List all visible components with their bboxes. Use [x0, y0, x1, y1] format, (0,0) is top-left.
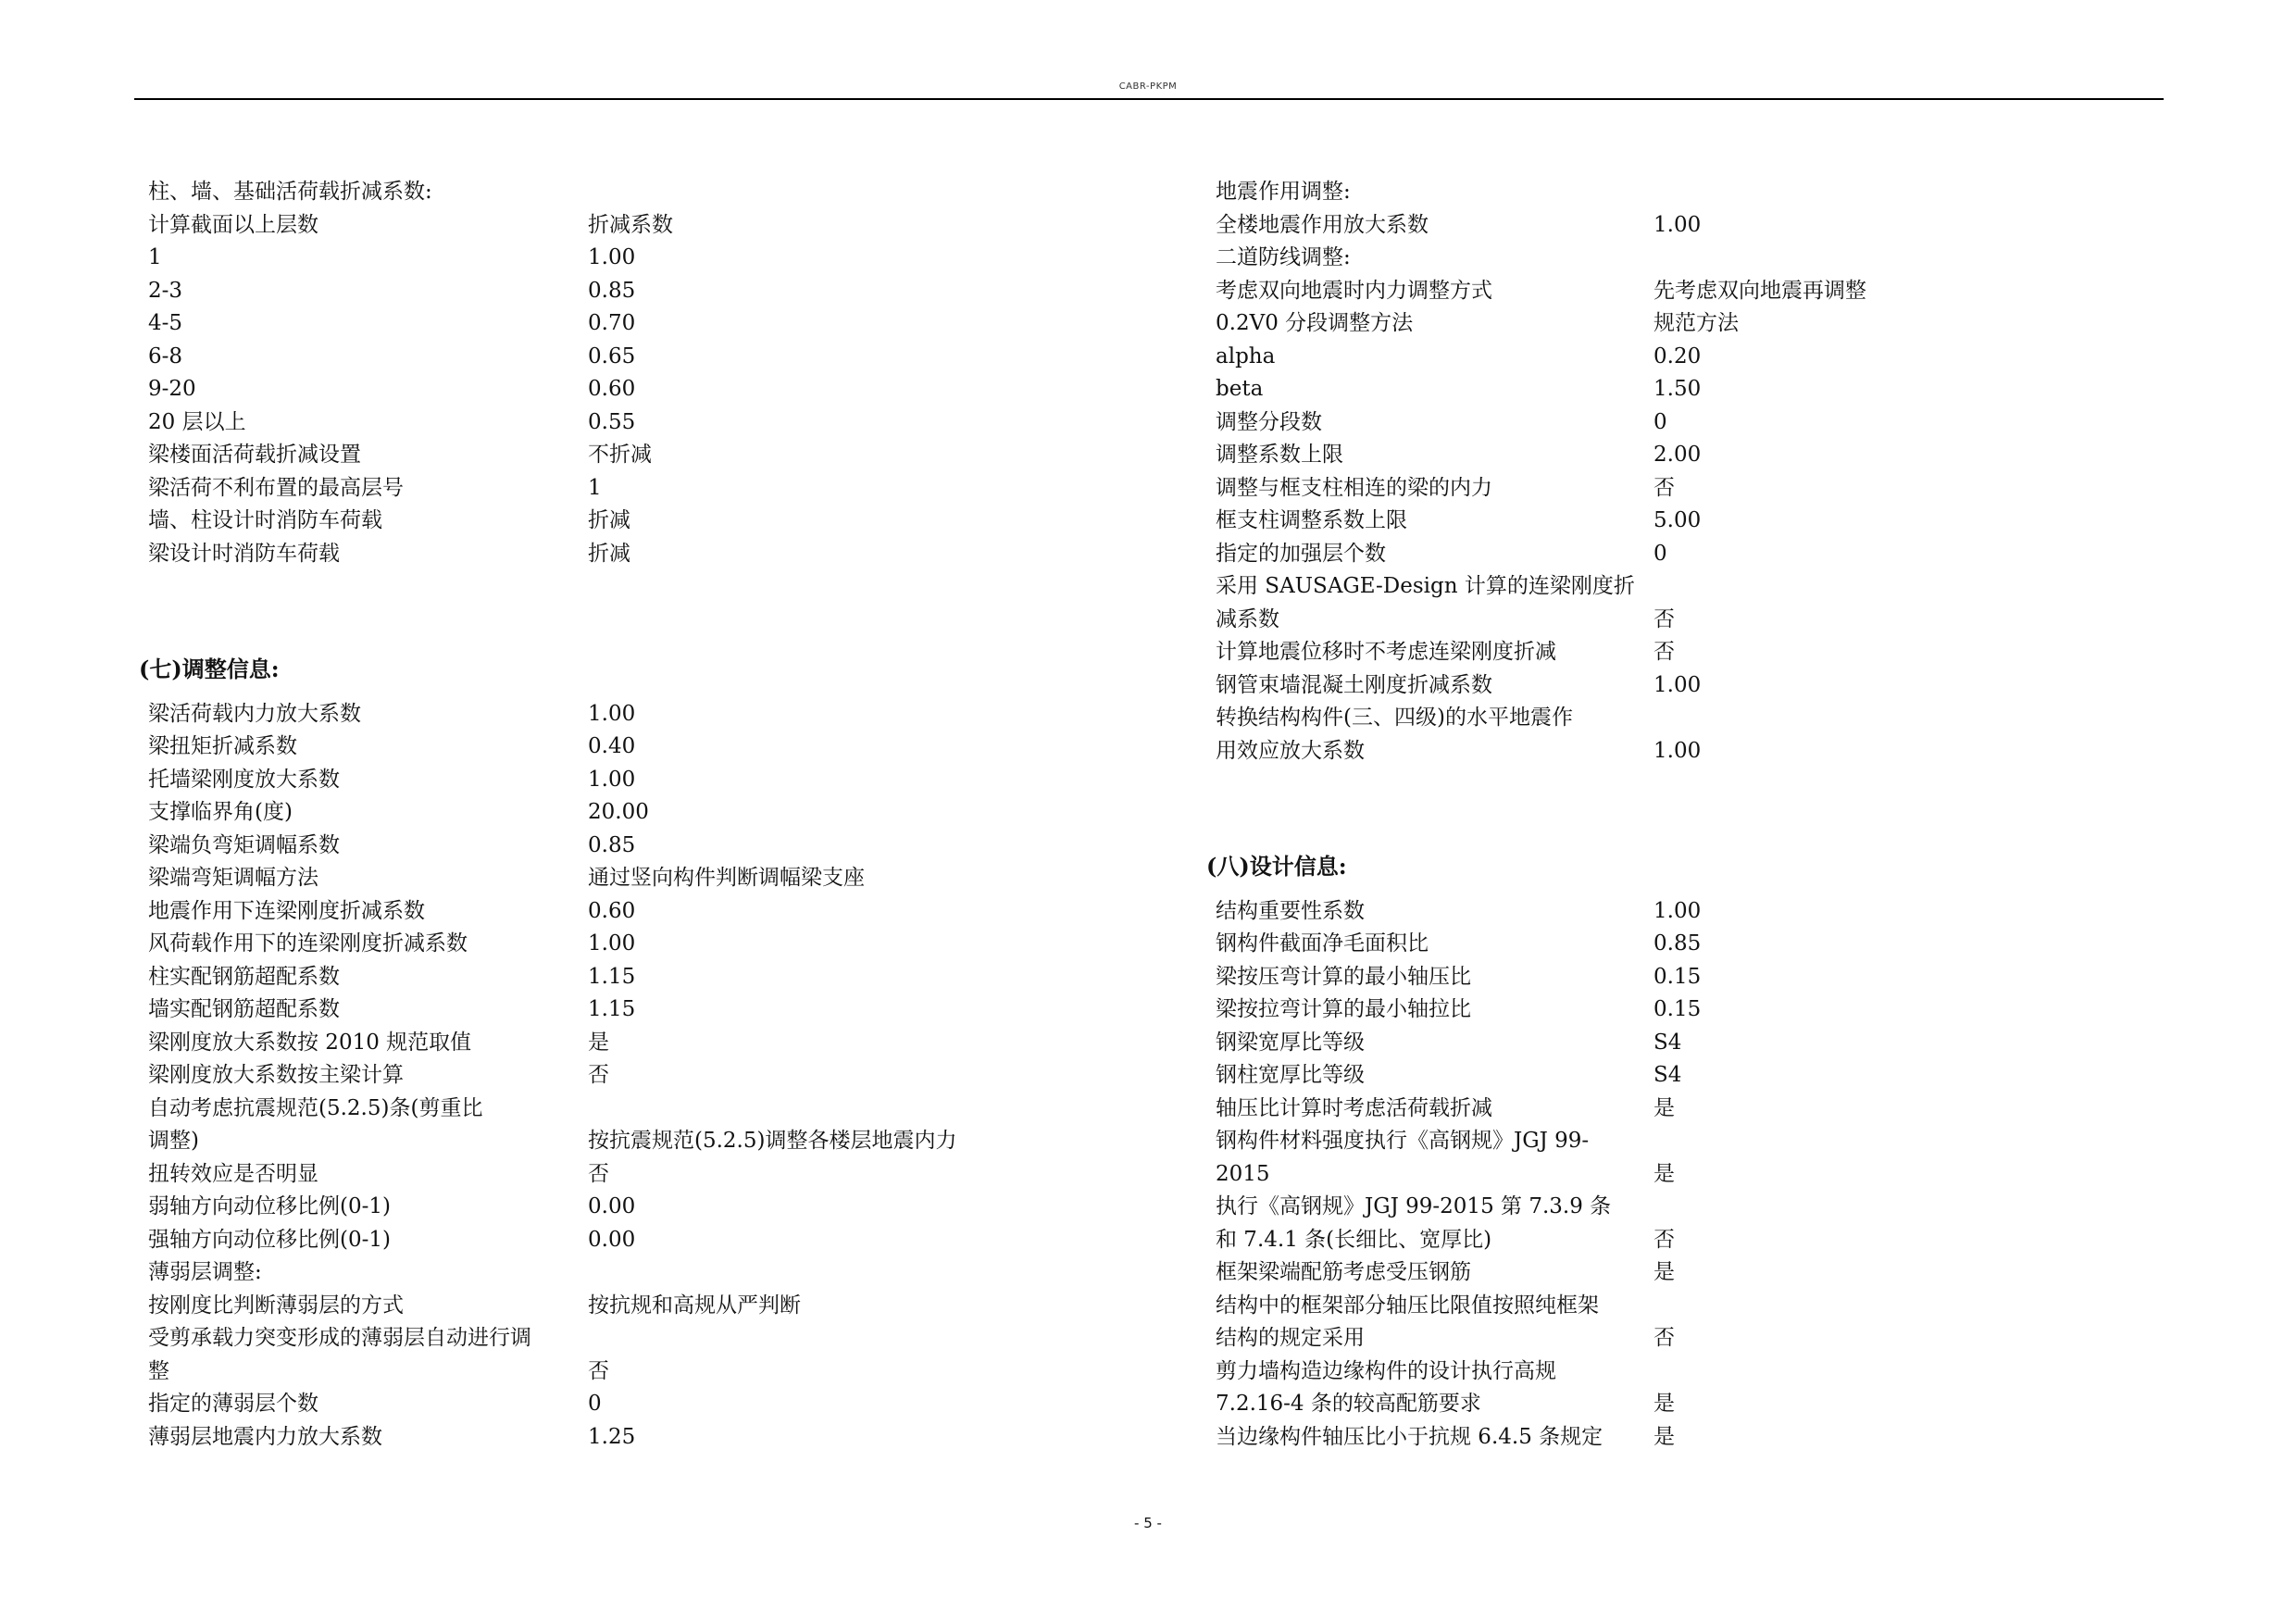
row-value: 1.15: [588, 964, 636, 989]
table-row: [1216, 439, 2141, 472]
row-value: 是: [588, 1030, 609, 1055]
row-value: 0.60: [588, 898, 636, 923]
row-label: 钢梁宽厚比等级: [1216, 1030, 1365, 1055]
table-row: [1216, 538, 2141, 571]
table-row: [148, 1421, 1074, 1455]
row-value: 先考虑双向地震再调整: [1653, 278, 1866, 303]
row-value: 1.00: [588, 767, 636, 792]
row-label: 当边缘构件轴压比小于抗规 6.4.5 条规定: [1216, 1424, 1603, 1449]
table-row: [1216, 1224, 2141, 1257]
live-load-table: [148, 209, 1074, 571]
row-value: 是: [1653, 1392, 1675, 1416]
row-value: 1.00: [1653, 738, 1702, 763]
table-row: [1216, 702, 2141, 735]
row-label: 地震作用调整:: [1216, 180, 1351, 204]
table-row: [1216, 1388, 2141, 1421]
table-row: [148, 862, 1074, 895]
table-row: [148, 1059, 1074, 1093]
row-value: 否: [588, 1358, 609, 1383]
table-row: [1216, 242, 2141, 275]
row-label: 受剪承载力突变形成的薄弱层自动进行调: [148, 1326, 531, 1350]
table-row: [1216, 1290, 2141, 1323]
table-row: [1216, 1355, 2141, 1389]
table-row: [1216, 993, 2141, 1027]
table-row: [1216, 1421, 2141, 1455]
row-label: 梁按拉弯计算的最小轴拉比: [1216, 997, 1471, 1021]
table-row: [148, 406, 1074, 440]
row-label: 风荷载作用下的连梁刚度折减系数: [148, 931, 468, 956]
header-divider: [134, 98, 2164, 100]
spacer: [1216, 801, 2141, 849]
table-row: [148, 209, 1074, 243]
table-row: [148, 1355, 1074, 1389]
row-label: 二道防线调整:: [1216, 245, 1351, 269]
row-value: S4: [1653, 1030, 1682, 1055]
spacer: [148, 570, 1074, 604]
row-label: 指定的加强层个数: [1216, 541, 1386, 566]
row-value: 0: [588, 1392, 602, 1416]
row-label: 薄弱层调整:: [148, 1260, 262, 1284]
table-row: [1216, 636, 2141, 669]
row-value: 规范方法: [1653, 311, 1739, 335]
table-row: [1216, 373, 2141, 406]
table-row: [148, 764, 1074, 797]
row-value: 0.15: [1653, 964, 1702, 989]
page-header: CABR-PKPM: [1118, 81, 1178, 92]
row-value: 是: [1653, 1095, 1675, 1120]
table-row: [1216, 1125, 2141, 1158]
table-row: [148, 538, 1074, 571]
row-value: 折减: [588, 508, 630, 532]
table-row: [1216, 1059, 2141, 1093]
table-row: [1216, 570, 2141, 604]
row-value: 1.50: [1653, 377, 1702, 401]
row-label: 7.2.16-4 条的较高配筋要求: [1216, 1392, 1481, 1416]
table-row: [1216, 341, 2141, 374]
table-row: [1216, 604, 2141, 637]
row-label: 整: [148, 1358, 169, 1383]
row-label: 结构重要性系数: [1216, 898, 1365, 923]
row-label: 1: [148, 245, 162, 269]
table-row: [1216, 1093, 2141, 1126]
row-value: 0.15: [1653, 997, 1702, 1021]
table-row: [148, 275, 1074, 308]
table-row: [1216, 1158, 2141, 1192]
row-label: 梁端负弯矩调幅系数: [148, 832, 340, 857]
table-row: [1216, 669, 2141, 703]
row-value: 0.85: [588, 832, 636, 857]
table-row: [148, 1093, 1074, 1126]
row-value: 0.00: [588, 1227, 636, 1252]
row-value: 20.00: [588, 800, 649, 824]
row-value: 0.70: [588, 311, 636, 335]
row-value: 1.15: [588, 997, 636, 1021]
seismic-adjust-table: [1216, 176, 2141, 768]
table-row: [148, 1322, 1074, 1355]
row-label: 剪力墙构造边缘构件的设计执行高规: [1216, 1358, 1556, 1383]
table-row: [148, 961, 1074, 994]
row-label: 梁扭矩折减系数: [148, 734, 297, 758]
table-row: [148, 993, 1074, 1027]
spacer: [1216, 768, 2141, 801]
row-label: 地震作用下连梁刚度折减系数: [148, 898, 425, 923]
row-label: 梁刚度放大系数按主梁计算: [148, 1063, 404, 1087]
table-row: [148, 1290, 1074, 1323]
row-value: 1.00: [588, 245, 636, 269]
row-label: 托墙梁刚度放大系数: [148, 767, 340, 792]
row-label: 2015: [1216, 1161, 1270, 1186]
row-label: 强轴方向动位移比例(0-1): [148, 1227, 391, 1252]
row-label: 钢构件截面净毛面积比: [1216, 931, 1429, 956]
right-column: [1206, 176, 2141, 1454]
row-label: 钢管束墙混凝土刚度折减系数: [1216, 672, 1492, 697]
row-value: 1.25: [588, 1424, 636, 1449]
row-value: 不折减: [588, 443, 652, 467]
row-value: 0: [1653, 409, 1667, 434]
row-label: 和 7.4.1 条(长细比、宽厚比): [1216, 1227, 1492, 1252]
table-row: [148, 1027, 1074, 1060]
row-label: 结构的规定采用: [1216, 1326, 1365, 1350]
row-label: 梁活荷不利布置的最高层号: [148, 475, 404, 500]
row-value: 是: [1653, 1260, 1675, 1284]
row-label: 支撑临界角(度): [148, 800, 293, 824]
row-label: 轴压比计算时考虑活荷载折减: [1216, 1095, 1492, 1120]
table-row: [148, 1224, 1074, 1257]
row-label: 调整): [148, 1129, 199, 1153]
section-7-heading: (七)调整信息:: [139, 655, 280, 682]
row-label: 9-20: [148, 377, 196, 401]
table-row: [148, 472, 1074, 506]
row-value: 0: [1653, 541, 1667, 566]
row-value: 1: [588, 475, 602, 500]
table-row: [148, 307, 1074, 341]
left-column: [139, 176, 1074, 1454]
row-label: 梁刚度放大系数按 2010 规范取值: [148, 1030, 472, 1055]
spacer: [148, 604, 1074, 652]
page-number: - 5 -: [1134, 1515, 1162, 1531]
table-row: [1216, 928, 2141, 961]
table-row: [1216, 895, 2141, 929]
table-row: [148, 1158, 1074, 1192]
row-label: 用效应放大系数: [1216, 738, 1365, 763]
row-label: 梁按压弯计算的最小轴压比: [1216, 964, 1471, 989]
row-label: 考虑双向地震时内力调整方式: [1216, 278, 1492, 303]
row-label: 钢构件材料强度执行《高钢规》JGJ 99-: [1216, 1129, 1590, 1153]
row-label: 墙、柱设计时消防车荷载: [148, 508, 382, 532]
table-row: [148, 341, 1074, 374]
row-label: 薄弱层地震内力放大系数: [148, 1424, 382, 1449]
table-row: [1216, 307, 2141, 341]
row-label: 采用 SAUSAGE-Design 计算的连梁刚度折: [1216, 574, 1635, 598]
row-label: 全楼地震作用放大系数: [1216, 212, 1429, 237]
row-value: 1.00: [588, 931, 636, 956]
row-value: 0.85: [588, 278, 636, 303]
table-row: [148, 1191, 1074, 1224]
row-value: 按抗震规范(5.2.5)调整各楼层地震内力: [588, 1129, 957, 1153]
section-7-table: [148, 698, 1074, 1455]
row-label: 梁端弯矩调幅方法: [148, 866, 318, 890]
table-row: [1216, 275, 2141, 308]
row-label: 4-5: [148, 311, 183, 335]
row-label: 计算地震位移时不考虑连梁刚度折减: [1216, 640, 1556, 664]
table-row: [1216, 176, 2141, 209]
row-value: 否: [588, 1063, 609, 1087]
row-label: 梁活荷载内力放大系数: [148, 701, 361, 726]
table-row: [1216, 735, 2141, 768]
row-label: 梁设计时消防车荷载: [148, 541, 340, 566]
table-row: [148, 895, 1074, 929]
row-label: 框架梁端配筋考虑受压钢筋: [1216, 1260, 1471, 1284]
row-label: 弱轴方向动位移比例(0-1): [148, 1194, 391, 1218]
row-value: 折减系数: [588, 212, 673, 237]
table-row: [148, 698, 1074, 731]
table-row: [148, 1388, 1074, 1421]
row-label: 调整分段数: [1216, 409, 1322, 434]
row-value: 0.55: [588, 409, 636, 434]
row-label: 框支柱调整系数上限: [1216, 508, 1407, 532]
row-label: 计算截面以上层数: [148, 212, 318, 237]
table-row: [1216, 1027, 2141, 1060]
row-value: 1.00: [1653, 672, 1702, 697]
table-row: [148, 439, 1074, 472]
table-row: [1216, 1191, 2141, 1224]
row-value: 通过竖向构件判断调幅梁支座: [588, 866, 865, 890]
row-label: 墙实配钢筋超配系数: [148, 997, 340, 1021]
table-row: [148, 373, 1074, 406]
row-label: beta: [1216, 377, 1264, 401]
section-8-table: [1216, 895, 2141, 1455]
row-label: 20 层以上: [148, 409, 246, 434]
row-value: 否: [1653, 1326, 1675, 1350]
row-value: 0.20: [1653, 344, 1702, 369]
table-row: [1216, 505, 2141, 538]
row-value: 0.00: [588, 1194, 636, 1218]
row-value: S4: [1653, 1063, 1682, 1087]
row-label: 扭转效应是否明显: [148, 1161, 318, 1186]
row-value: 1.00: [1653, 212, 1702, 237]
row-label: 2-3: [148, 278, 183, 303]
row-value: 否: [1653, 606, 1675, 631]
row-value: 1.00: [1653, 898, 1702, 923]
row-label: alpha: [1216, 344, 1276, 369]
table-row: [1216, 1322, 2141, 1355]
row-value: 是: [1653, 1161, 1675, 1186]
table-row: [148, 928, 1074, 961]
row-value: 按抗规和高规从严判断: [588, 1293, 801, 1318]
row-value: 否: [588, 1161, 609, 1186]
table-row: [148, 796, 1074, 830]
row-label: 柱实配钢筋超配系数: [148, 964, 340, 989]
table-row: [148, 830, 1074, 863]
row-value: 0.85: [1653, 931, 1702, 956]
row-value: 0.40: [588, 734, 636, 758]
row-value: 0.60: [588, 377, 636, 401]
table-row: [148, 242, 1074, 275]
row-label: 6-8: [148, 344, 183, 369]
row-label: 执行《高钢规》JGJ 99-2015 第 7.3.9 条: [1216, 1194, 1612, 1218]
table-row: [1216, 406, 2141, 440]
row-label: 调整系数上限: [1216, 443, 1343, 467]
row-value: 否: [1653, 475, 1675, 500]
row-label: 0.2V0 分段调整方法: [1216, 311, 1414, 335]
row-value: 5.00: [1653, 508, 1702, 532]
row-label: 调整与框支柱相连的梁的内力: [1216, 475, 1492, 500]
row-label: 钢柱宽厚比等级: [1216, 1063, 1365, 1087]
table-row: [1216, 472, 2141, 506]
row-value: 0.65: [588, 344, 636, 369]
table-row: [148, 1256, 1074, 1290]
live-load-title-text: 柱、墙、基础活荷载折减系数:: [148, 180, 432, 204]
row-label: 结构中的框架部分轴压比限值按照纯框架: [1216, 1293, 1599, 1318]
row-value: 1.00: [588, 701, 636, 726]
table-row: [1216, 209, 2141, 243]
row-value: 2.00: [1653, 443, 1702, 467]
row-value: 折减: [588, 541, 630, 566]
table-row: [1216, 961, 2141, 994]
row-label: 转换结构构件(三、四级)的水平地震作: [1216, 706, 1573, 730]
row-label: 梁楼面活荷载折减设置: [148, 443, 361, 467]
row-label: 指定的薄弱层个数: [148, 1392, 318, 1416]
table-row: [148, 1125, 1074, 1158]
table-row: [148, 731, 1074, 764]
live-load-title: [148, 176, 1074, 209]
table-row: [1216, 1256, 2141, 1290]
row-value: 否: [1653, 1227, 1675, 1252]
row-label: 自动考虑抗震规范(5.2.5)条(剪重比: [148, 1095, 483, 1120]
row-value: 是: [1653, 1424, 1675, 1449]
row-label: 减系数: [1216, 606, 1279, 631]
table-row: [148, 505, 1074, 538]
row-value: 否: [1653, 640, 1675, 664]
section-8-heading: (八)设计信息:: [1206, 852, 1347, 880]
row-label: 按刚度比判断薄弱层的方式: [148, 1293, 404, 1318]
